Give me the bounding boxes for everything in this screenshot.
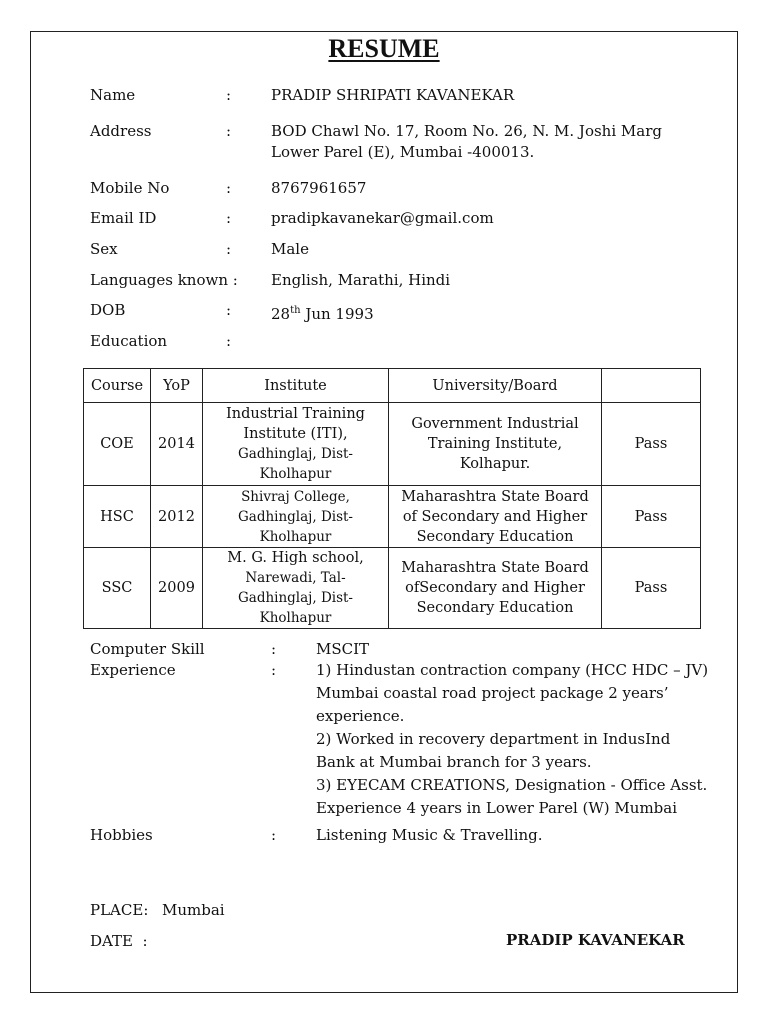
experience-line: 2) Worked in recovery department in IndusInd — [316, 730, 671, 748]
board-line: Government Industrial — [411, 416, 579, 432]
experience-line: experience. — [316, 707, 405, 725]
name-colon: : — [226, 86, 232, 104]
institute-cell — [203, 548, 389, 629]
dob-rest: Jun 1993 — [300, 305, 374, 323]
education-label: Education — [90, 332, 168, 350]
institute-cell — [203, 403, 389, 486]
sex-colon: : — [226, 240, 232, 258]
email-label: Email ID — [90, 209, 157, 227]
course-cell: COE — [84, 403, 151, 486]
board-cell — [389, 486, 602, 548]
table-row — [84, 403, 701, 486]
board-line: Training Institute, — [427, 436, 563, 452]
table-header-row — [84, 369, 701, 403]
hobbies-colon: : — [271, 826, 277, 844]
board-line: Secondary Education — [416, 600, 574, 616]
institute-line: Kholhapur — [259, 528, 332, 545]
institute-cell — [203, 486, 389, 548]
dob-day: 28 — [271, 305, 291, 323]
computer-skill-colon: : — [271, 640, 277, 658]
dob-label: DOB — [90, 301, 126, 319]
sex-label: Sex — [90, 240, 118, 258]
result-cell: Pass — [602, 403, 701, 486]
experience-line: 1) Hindustan contraction company (HCC HDC – JV) — [316, 661, 709, 679]
institute-line: Gadhinglaj, Dist- — [237, 446, 353, 462]
course-cell: SSC — [84, 548, 151, 629]
experience-colon: : — [271, 661, 277, 679]
result-cell: Pass — [602, 548, 701, 629]
yop-cell: 2009 — [151, 548, 203, 629]
education-colon: : — [226, 332, 232, 350]
institute-line: Narewadi, Tal- — [245, 570, 346, 586]
place-value: Mumbai — [162, 901, 225, 919]
experience-line: Mumbai coastal road project package 2 years’ — [316, 684, 669, 702]
languages-value: English, Marathi, Hindi — [271, 271, 451, 289]
dob-colon: : — [226, 301, 232, 319]
yop-cell: 2012 — [151, 486, 203, 548]
table-row — [84, 548, 701, 629]
header-university-board: University/Board — [389, 369, 602, 403]
address-colon: : — [226, 122, 232, 140]
mobile-colon: : — [226, 179, 232, 197]
board-line: Maharashtra State Board — [401, 488, 589, 505]
institute-line: Industrial Training — [226, 406, 365, 422]
signature-name: PRADIP KAVANEKAR — [506, 931, 685, 949]
experience-line: 3) EYECAM CREATIONS, Designation - Office Asst. — [316, 776, 708, 794]
sex-value: Male — [271, 240, 309, 258]
header-yop: YoP — [151, 369, 203, 403]
experience-label: Experience — [90, 661, 176, 679]
languages-label: Languages known : — [90, 271, 238, 289]
place-label: PLACE: — [90, 901, 149, 919]
institute-line: Kholhapur — [259, 610, 332, 626]
address-line-2: Lower Parel (E), Mumbai -400013. — [271, 143, 535, 161]
course-cell: HSC — [84, 486, 151, 548]
name-label: Name — [90, 86, 136, 104]
address-label: Address — [90, 122, 152, 140]
board-line: Secondary Education — [416, 528, 574, 545]
mobile-label: Mobile No — [90, 179, 170, 197]
header-institute: Institute — [203, 369, 389, 403]
header-result — [602, 369, 701, 403]
institute-line: M. G. High school, — [227, 550, 364, 566]
institute-line: Gadhinglaj, Dist- — [237, 590, 353, 606]
board-cell — [389, 548, 602, 629]
hobbies-label: Hobbies — [90, 826, 153, 844]
education-table — [83, 368, 701, 629]
institute-line: Gadhinglaj, Dist- — [237, 508, 353, 525]
institute-line: Institute (ITI), — [243, 426, 348, 442]
institute-line: Kholhapur — [259, 466, 332, 482]
resume-title: RESUME — [328, 34, 440, 63]
email-value: pradipkavanekar@gmail.com — [271, 209, 494, 227]
date-label: DATE : — [90, 932, 148, 950]
hobbies-value: Listening Music & Travelling. — [316, 826, 543, 844]
experience-line: Experience 4 years in Lower Parel (W) Mumbai — [316, 799, 678, 817]
board-cell — [389, 403, 602, 486]
experience-line: Bank at Mumbai branch for 3 years. — [316, 753, 592, 771]
table-row — [84, 486, 701, 548]
yop-cell: 2014 — [151, 403, 203, 486]
result-cell: Pass — [602, 486, 701, 548]
board-line: ofSecondary and Higher — [405, 580, 585, 596]
computer-skill-label: Computer Skill — [90, 640, 205, 658]
email-colon: : — [226, 209, 232, 227]
name-value: PRADIP SHRIPATI KAVANEKAR — [271, 86, 515, 104]
mobile-value: 8767961657 — [271, 179, 367, 197]
experience-value — [316, 659, 709, 820]
dob-value — [271, 300, 374, 325]
dob-ordinal: th — [290, 305, 301, 316]
institute-line: Shivraj College, — [241, 488, 350, 505]
address-line-1: BOD Chawl No. 17, Room No. 26, N. M. Joshi Marg — [271, 122, 662, 140]
board-line: Maharashtra State Board — [401, 560, 589, 576]
board-line: of Secondary and Higher — [402, 508, 588, 525]
computer-skill-value: MSCIT — [316, 640, 370, 658]
header-course: Course — [84, 369, 151, 403]
board-line: Kolhapur. — [459, 456, 531, 472]
